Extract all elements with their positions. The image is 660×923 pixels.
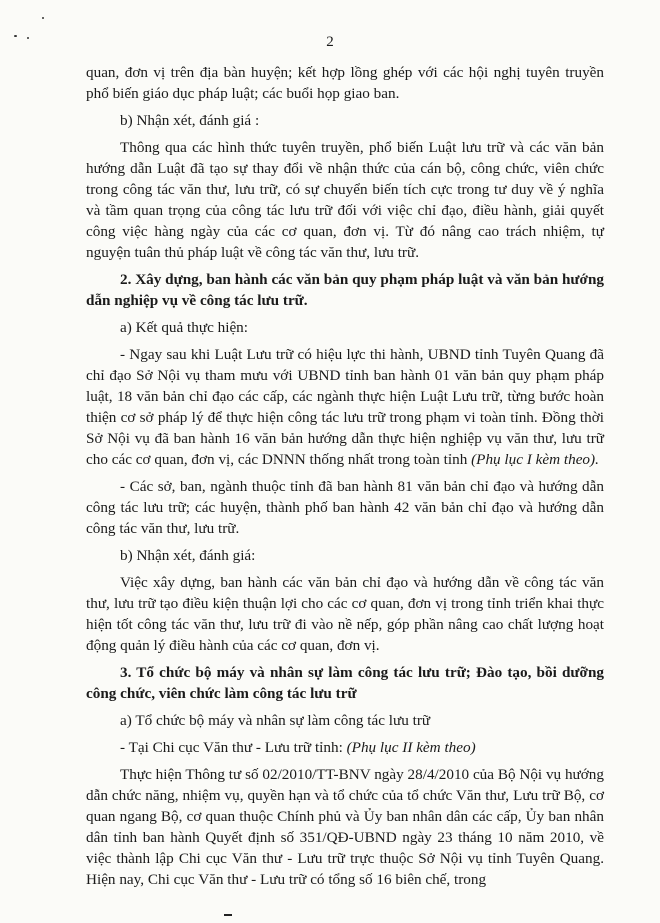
paragraph: b) Nhận xét, đánh giá : [120,112,260,129]
paragraph: a) Kết quả thực hiện: [120,319,248,336]
document-body [86,62,604,896]
paragraph: b) Nhận xét, đánh giá: [120,547,256,564]
section-heading: 3. Tổ chức bộ máy và nhân sự làm công tác lưu trữ; Đào tạo, bồi dưỡng công chức, viên chức làm công tác lưu trữ [86,664,604,702]
scan-mark [224,914,232,916]
paragraph: - Các sở, ban, ngành thuộc tỉnh đã ban hành 81 văn bản chỉ đạo và hướng dẫn công tác lưu trữ; các huyện, thành phố ban hành 42 văn bản chỉ đạo và hướng dẫn công tác văn thư, lưu trữ. [86,478,604,537]
paragraph: Việc xây dựng, ban hành các văn bản chỉ đạo và hướng dẫn về công tác văn thư, lưu trữ tạo điều kiện thuận lợi cho các cơ quan, đơn vị trong tỉnh triển khai thực hiện tốt công tác văn thư, lưu trữ đi vào nề nếp, góp phần nâng cao chất lượng hoạt động quản lý điều hành của các cơ quan, đơn vị. [86,574,604,654]
scan-speck [42,17,44,19]
paragraph: a) Tổ chức bộ máy và nhân sự làm công tác lưu trữ [120,712,431,729]
paragraph: - Tại Chi cục Văn thư - Lưu trữ tỉnh: (Phụ lục II kèm theo) [120,739,476,756]
appendix-reference: (Phụ lục II kèm theo) [346,739,476,756]
paragraph: Thông qua các hình thức tuyên truyền, phổ biến Luật lưu trữ và các văn bản hướng dẫn Luật đã tạo sự thay đổi về nhận thức của cán bộ, công chức, viên chức trong công tác văn thư, lưu trữ, có sự chuyển biến tích cực trong tư duy về ý nghĩa và tầm quan trọng của công tác lưu trữ đối với việc chỉ đạo, điều hành, giải quyết công việc hàng ngày của các cơ quan, đơn vị. Từ đó nâng cao trách nhiệm, tự nguyện tuân thủ pháp luật về công tác văn thư, lưu trữ. [86,139,604,261]
paragraph: quan, đơn vị trên địa bàn huyện; kết hợp lồng ghép với các hội nghị tuyên truyền phổ biến giáo dục pháp luật; các buổi họp giao ban. [86,64,604,102]
paragraph: - Ngay sau khi Luật Lưu trữ có hiệu lực thi hành, UBND tỉnh Tuyên Quang đã chỉ đạo Sở Nội vụ tham mưu với UBND tỉnh ban hành 01 văn bản quy phạm pháp luật, 18 văn bản chỉ đạo các cấp, các ngành thực hiện Luật Lưu trữ, từng bước hoàn thiện cơ sở pháp lý để thực hiện công tác lưu trữ trong phạm vi toàn tỉnh. Đồng thời Sở Nội vụ đã ban hành 16 văn bản hướng dẫn thực hiện nghiệp vụ văn thư, lưu trữ cho các cơ quan, đơn vị, các DNNN thống nhất trong toàn tỉnh (Phụ lục I kèm theo). [86,346,604,468]
paragraph: Thực hiện Thông tư số 02/2010/TT-BNV ngày 28/4/2010 của Bộ Nội vụ hướng dẫn chức năng, nhiệm vụ, quyền hạn và tổ chức của tổ chức Văn thư, Lưu trữ Bộ, cơ quan ngang Bộ, cơ quan thuộc Chính phủ và Ủy ban nhân dân các cấp, Ủy ban nhân dân tỉnh ban hành Quyết định số 351/QĐ-UBND ngày 23 tháng 10 năm 2010, về việc thành lập Chi cục Văn thư - Lưu trữ trực thuộc Sở Nội vụ tỉnh Tuyên Quang. Hiện nay, Chi cục Văn thư - Lưu trữ có tổng số 16 biên chế, trong [86,766,604,888]
page-number: 2 [326,34,334,50]
appendix-reference: (Phụ lục I kèm theo). [471,451,599,468]
section-heading: 2. Xây dựng, ban hành các văn bản quy phạm pháp luật và văn bản hướng dẫn nghiệp vụ về công tác lưu trữ. [86,271,604,309]
